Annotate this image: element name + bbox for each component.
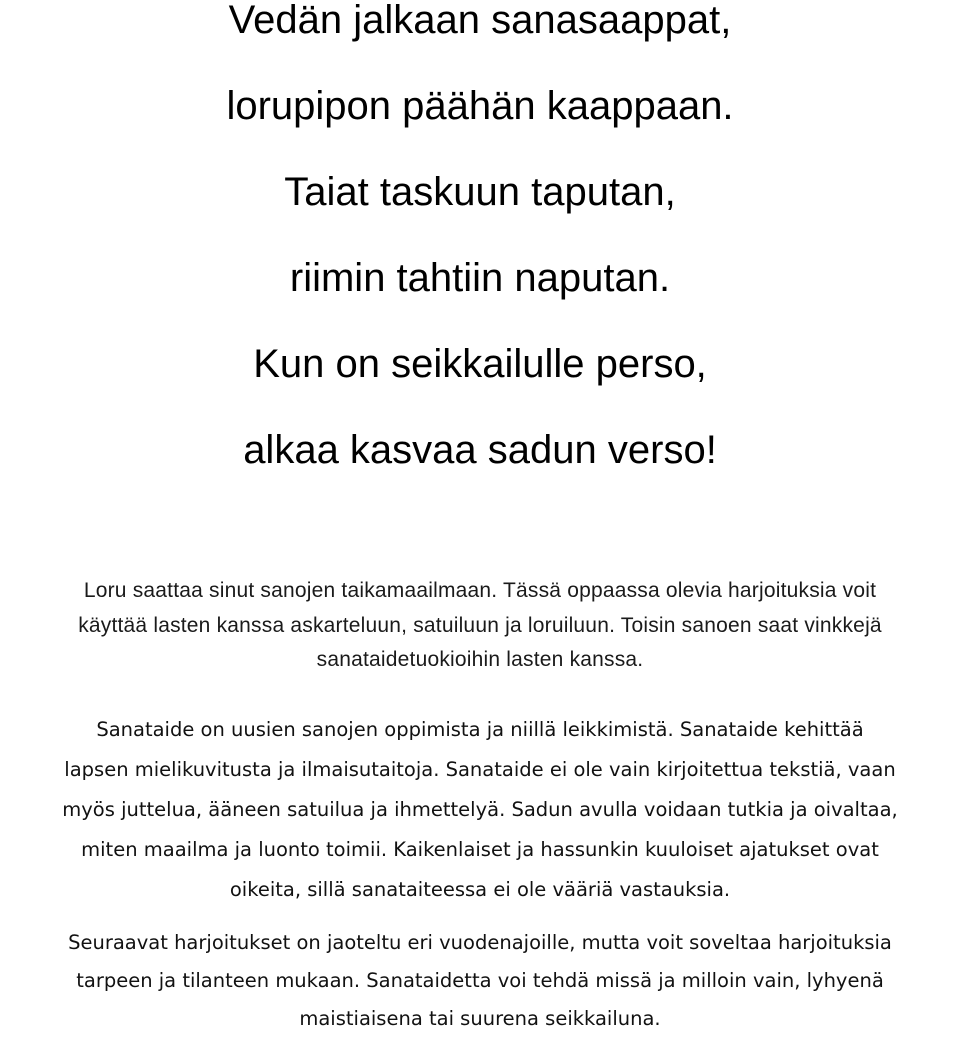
usage-paragraph (0, 924, 960, 1038)
poem-line: lorupipon päähän kaappaan. (226, 84, 734, 128)
intro-line: käyttää lasten kanssa askarteluun, satuiluun ja loruiluun. Toisin sanoen saat vinkkejä (78, 613, 882, 637)
poem-line: Taiat taskuun taputan, (284, 170, 676, 214)
usage-line: Seuraavat harjoitukset on jaoteltu eri vuodenajoille, mutta voit soveltaa harjoituksia (68, 931, 892, 954)
intro-line: Loru saattaa sinut sanojen taikamaailmaan. Tässä oppaassa olevia harjoituksia voit (83, 579, 877, 602)
intro-paragraph (0, 574, 960, 678)
about-line: lapsen mielikuvitusta ja ilmaisutaitoja. Sanataide ei ole vain kirjoitettua tekstiä, vaan (64, 758, 896, 781)
about-paragraph (0, 710, 960, 910)
about-line: Sanataide on uusien sanojen oppimista ja niillä leikkimistä. Sanataide kehittää (96, 718, 864, 741)
about-line: miten maailma ja luonto toimii. Kaikenlaiset ja hassunkin kuuloiset ajatukset ovat (81, 838, 879, 861)
poem-line: alkaa kasvaa sadun verso! (243, 428, 717, 472)
poem (0, 0, 960, 516)
usage-line: maistiaisena tai suurena seikkailuna. (299, 1007, 661, 1030)
intro-line: sanataidetuokioihin lasten kanssa. (316, 648, 644, 671)
about-line: myös juttelua, ääneen satuilua ja ihmettelyä. Sadun avulla voidaan tutkia ja oivaltaa, (62, 798, 898, 821)
about-line: oikeita, sillä sanataiteessa ei ole vääriä vastauksia. (229, 878, 731, 901)
poem-line: Kun on seikkailulle perso, (253, 342, 707, 386)
poem-line: Vedän jalkaan sanasaappat, (228, 0, 732, 42)
poem-line: riimin tahtiin naputan. (289, 256, 671, 300)
usage-line: tarpeen ja tilanteen mukaan. Sanataidetta voi tehdä missä ja milloin vain, lyhyenä (76, 969, 884, 992)
